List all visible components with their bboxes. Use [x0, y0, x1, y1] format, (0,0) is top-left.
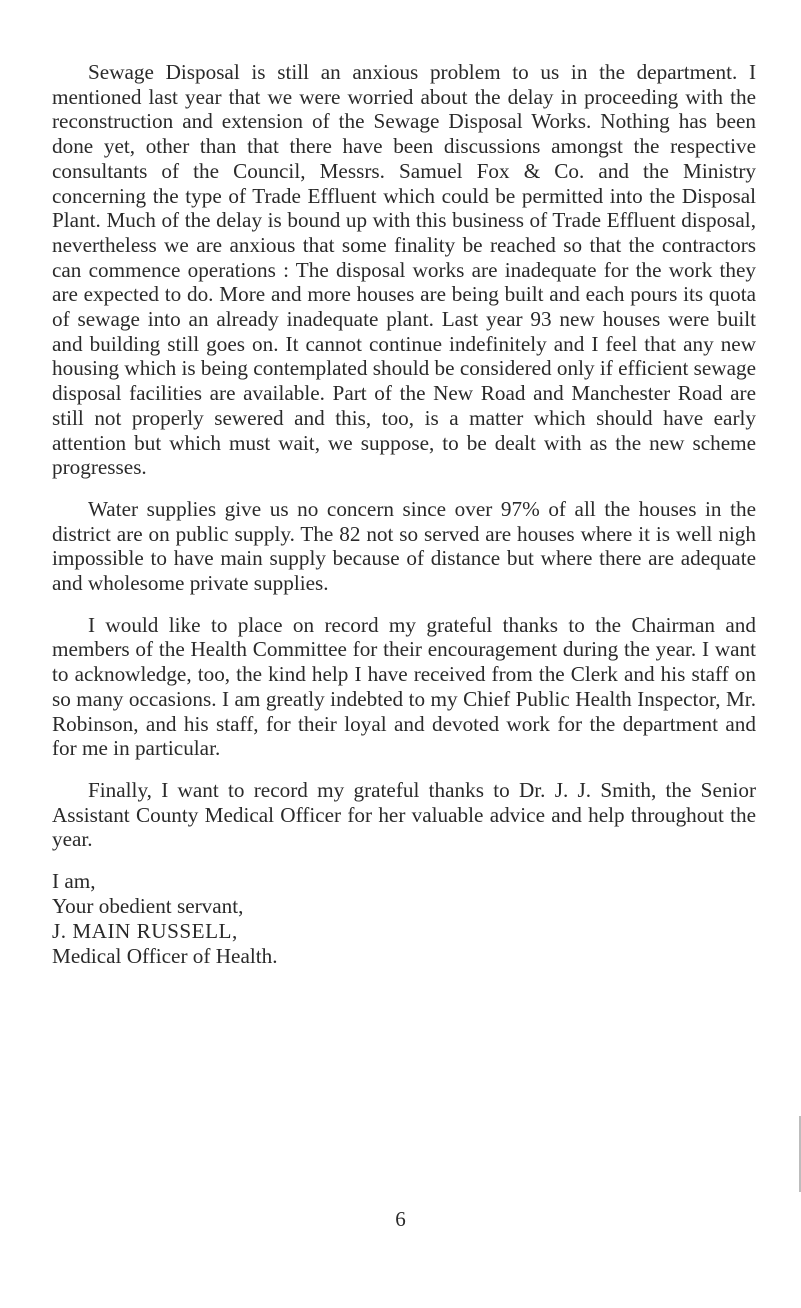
signature-role: Medical Officer of Health. [52, 944, 278, 969]
paragraph-acknowledgements: I would like to place on record my grateful thanks to the Chairman and members of the Health Committee for their encouragement during the year. I want to acknowledge, too, the kind help I have received from the Clerk and his staff on so many occasions. I am greatly indebted to my Chief Public Health Inspector, Mr. Robinson, and his staff, for their loyal and devoted work for the department and for me in particular. [52, 612, 756, 761]
letter-closing [52, 869, 756, 969]
paragraph-water-supplies: Water supplies give us no concern since over 97% of all the houses in the district are on public supply. The 82 not so served are houses where it is well nigh impossible to have main supply because of distance but where there are adequate and wholesome private supplies. [52, 496, 756, 596]
letter-body [52, 60, 756, 969]
signature-name: J. MAIN RUSSELL, [52, 919, 238, 944]
paragraph-final-thanks: Finally, I want to record my grateful thanks to Dr. J. J. Smith, the Senior Assistant County Medical Officer for her valuable advice and help throughout the year. [52, 777, 756, 852]
paragraph-sewage-disposal: Sewage Disposal is still an anxious problem to us in the department. I mentioned last year that we were worried about the delay in proceeding with the reconstruction and extension of the Sewage Disposal Works. Nothing has been done yet, other than that there have been discussions amongst the respective consultants of the Council, Messrs. Samuel Fox & Co. and the Ministry concerning the type of Trade Effluent which could be permitted into the Disposal Plant. Much of the delay is bound up with this business of Trade Effluent disposal, nevertheless we are anxious that some finality be reached so that the contractors can commence operations : The disposal works are inadequate for the work they are expected to do. More and more houses are being built and each pours its quota of sewage into an already inadequate plant. Last year 93 new houses were built and building still goes on. It cannot continue indefinitely and I feel that any new housing which is being contemplated should be considered only if efficient sewage disposal facilities are available. Part of the New Road and Manchester Road are still not properly sewered and this, too, is a matter which should have early attention but which must wait, we suppose, to be dealt with as the new scheme progresses. [52, 60, 756, 480]
closing-complimentary: Your obedient servant, [52, 894, 244, 919]
page-number: 6 [395, 1207, 406, 1231]
closing-salutation: I am, [52, 869, 96, 894]
